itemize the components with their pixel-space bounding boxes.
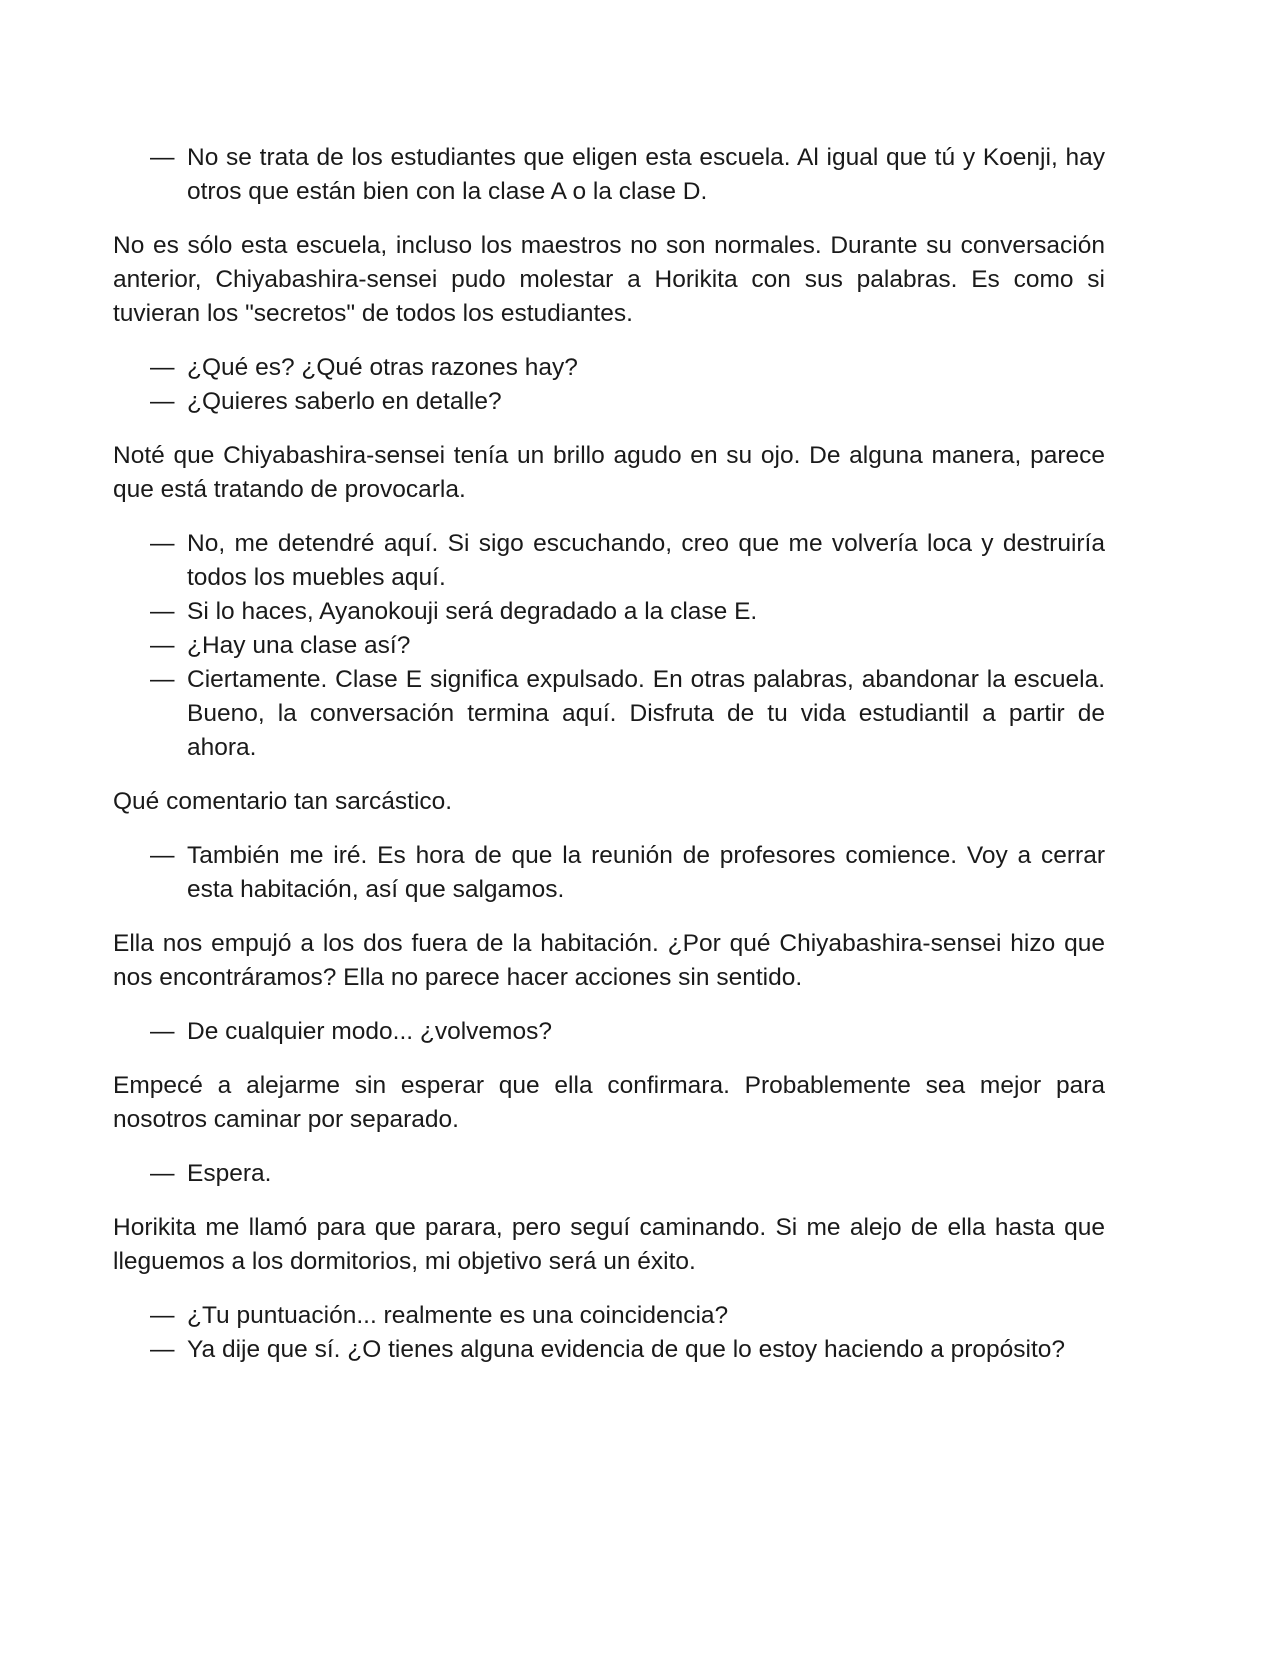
dialogue-text: No se trata de los estudiantes que eligen esta escuela. Al igual que tú y Koenji, hay otros que están bien con la clase A o la clase D. bbox=[187, 144, 1105, 205]
dialogue-group bbox=[113, 141, 1105, 209]
dialogue-dash: — bbox=[150, 530, 175, 557]
dialogue-text: Ya dije que sí. ¿O tienes alguna evidencia de que lo estoy haciendo a propósito? bbox=[187, 1336, 1066, 1363]
dialogue-dash: — bbox=[150, 632, 175, 659]
dialogue-text: Si lo haces, Ayanokouji será degradado a la clase E. bbox=[187, 598, 758, 625]
dialogue-line bbox=[113, 1015, 1105, 1049]
dialogue-group bbox=[113, 1299, 1105, 1367]
narration-paragraph: Qué comentario tan sarcástico. bbox=[113, 788, 453, 815]
dialogue-text: No, me detendré aquí. Si sigo escuchando, creo que me volvería loca y destruiría todos los muebles aquí. bbox=[187, 530, 1105, 591]
dialogue-line bbox=[113, 351, 1105, 385]
narration-paragraph: Ella nos empujó a los dos fuera de la habitación. ¿Por qué Chiyabashira-sensei hizo que nos encontráramos? Ella no parece hacer acciones sin sentido. bbox=[113, 930, 1105, 991]
dialogue-group bbox=[113, 1157, 1105, 1191]
dialogue-dash: — bbox=[150, 1302, 175, 1329]
dialogue-dash: — bbox=[150, 388, 175, 415]
dialogue-dash: — bbox=[150, 1160, 175, 1187]
dialogue-line bbox=[113, 629, 1105, 663]
dialogue-group bbox=[113, 351, 1105, 419]
narration-paragraph: Noté que Chiyabashira-sensei tenía un brillo agudo en su ojo. De alguna manera, parece que está tratando de provocarla. bbox=[113, 442, 1105, 503]
dialogue-line bbox=[113, 595, 1105, 629]
dialogue-text: Espera. bbox=[187, 1160, 272, 1187]
dialogue-line bbox=[113, 839, 1105, 907]
dialogue-text: Ciertamente. Clase E significa expulsado. En otras palabras, abandonar la escuela. Bueno, la conversación termina aquí. Disfruta de tu vida estudiantil a partir de ahora. bbox=[187, 666, 1105, 761]
dialogue-text: ¿Qué es? ¿Qué otras razones hay? bbox=[187, 354, 578, 381]
dialogue-line bbox=[113, 1333, 1105, 1367]
dialogue-text: ¿Hay una clase así? bbox=[187, 632, 411, 659]
dialogue-dash: — bbox=[150, 598, 175, 625]
dialogue-group bbox=[113, 527, 1105, 765]
dialogue-dash: — bbox=[150, 1336, 175, 1363]
dialogue-line bbox=[113, 527, 1105, 595]
dialogue-dash: — bbox=[150, 842, 175, 869]
narration-paragraph: Horikita me llamó para que parara, pero seguí caminando. Si me alejo de ella hasta que lleguemos a los dormitorios, mi objetivo será un éxito. bbox=[113, 1214, 1105, 1275]
dialogue-dash: — bbox=[150, 354, 175, 381]
dialogue-line bbox=[113, 1299, 1105, 1333]
dialogue-text: ¿Quieres saberlo en detalle? bbox=[187, 388, 502, 415]
dialogue-group bbox=[113, 839, 1105, 907]
dialogue-line bbox=[113, 1157, 1105, 1191]
dialogue-text: También me iré. Es hora de que la reunión de profesores comience. Voy a cerrar esta habitación, así que salgamos. bbox=[187, 842, 1105, 903]
dialogue-text: De cualquier modo... ¿volvemos? bbox=[187, 1018, 552, 1045]
dialogue-dash: — bbox=[150, 666, 175, 693]
dialogue-dash: — bbox=[150, 144, 175, 171]
dialogue-text: ¿Tu puntuación... realmente es una coincidencia? bbox=[187, 1302, 729, 1329]
dialogue-dash: — bbox=[150, 1018, 175, 1045]
dialogue-line bbox=[113, 141, 1105, 209]
narration-paragraph: No es sólo esta escuela, incluso los maestros no son normales. Durante su conversación anterior, Chiyabashira-sensei pudo molestar a Horikita con sus palabras. Es como si tuvieran los "secretos" de todos los estudiantes. bbox=[113, 232, 1105, 327]
narration-paragraph: Empecé a alejarme sin esperar que ella confirmara. Probablemente sea mejor para nosotros caminar por separado. bbox=[113, 1072, 1105, 1133]
dialogue-line bbox=[113, 663, 1105, 765]
dialogue-group bbox=[113, 1015, 1105, 1049]
dialogue-line bbox=[113, 385, 1105, 419]
